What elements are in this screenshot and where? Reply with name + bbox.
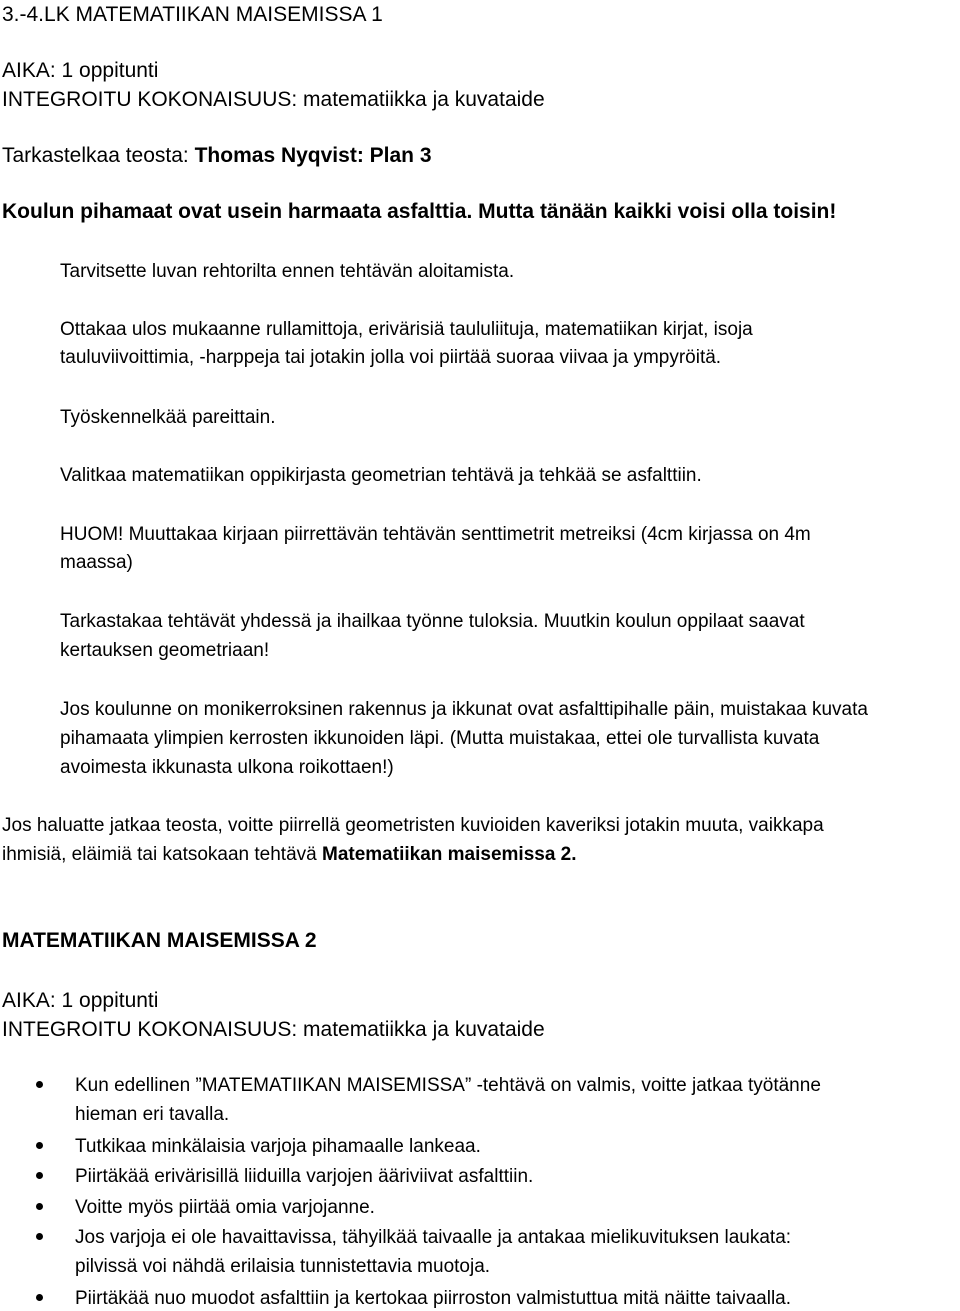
artwork-prefix: Tarkastelkaa teosta: (2, 144, 195, 167)
continue-task-link-text: Matematiikan maisemissa 2. (322, 844, 577, 865)
bullet-1-line-2: hieman eri tavalla. (75, 1104, 230, 1125)
continue-line-2 (2, 845, 577, 864)
bullet-marker (36, 1172, 43, 1179)
bullet-2-line-1: Tutkikaa minkälaisia varjoja pihamaalle lankeaa. (75, 1136, 481, 1157)
review-line-1: Tarkastakaa tehtävät yhdessä ja ihailkaa työnne tuloksia. Muutkin koulun oppilaat saavat (60, 611, 805, 632)
window-line-3: avoimesta ikkunasta ulkona roikottaen!) (60, 757, 394, 778)
window-line-2: pihamaata ylimpien kerrosten ikkunoiden läpi. (Mutta muistakaa, ettei ole turvallista kuvata (60, 728, 820, 749)
bullet-6-line-1: Piirtäkää nuo muodot asfalttiin ja kertokaa piirroston valmistuttua mitä näitte taivaalla. (75, 1288, 792, 1309)
bullet-marker (36, 1081, 43, 1088)
artwork-name: Thomas Nyqvist: Plan 3 (194, 144, 432, 167)
section2-integrated: INTEGROITU KOKONAISUUS: matematiikka ja kuvataide (2, 1018, 545, 1041)
intro-line: Koulun pihamaat ovat usein harmaata asfalttia. Mutta tänään kaikki voisi olla toisin! (2, 200, 837, 223)
bullet-5-line-2: pilvissä voi nähdä erilaisia tunnistettavia muotoja. (75, 1256, 491, 1277)
bullet-marker (36, 1203, 43, 1210)
permission-line: Tarvitsette luvan rehtorilta ennen tehtävän aloitamista. (60, 261, 515, 282)
bullet-1-line-1: Kun edellinen ”MATEMATIIKAN MAISEMISSA” -tehtävä on valmis, voitte jatkaa työtänne (75, 1075, 821, 1096)
bullet-3-line-1: Piirtäkää erivärisillä liiduilla varjojen ääriviivat asfalttiin. (75, 1166, 534, 1187)
note-line-1: HUOM! Muuttakaa kirjaan piirrettävän tehtävän senttimetrit metreiksi (4cm kirjassa on 4m (60, 524, 811, 545)
review-line-2: kertauksen geometriaan! (60, 640, 270, 661)
section1-integrated: INTEGROITU KOKONAISUUS: matematiikka ja kuvataide (2, 88, 545, 111)
continue-line-1: Jos haluatte jatkaa teosta, voitte piirrellä geometristen kuvioiden kaveriksi jotakin muuta, vaikkapa (2, 815, 824, 836)
section1-title: 3.-4.LK MATEMATIIKAN MAISEMISSA 1 (2, 3, 383, 26)
bullet-4-line-1: Voitte myös piirtää omia varjojanne. (75, 1197, 375, 1218)
bullet-marker (36, 1294, 43, 1301)
continue-prefix: ihmisiä, eläimiä tai katsokaan tehtävä (2, 844, 322, 865)
note-line-2: maassa) (60, 552, 133, 573)
bullet-marker (36, 1233, 43, 1240)
section2-title: MATEMATIIKAN MAISEMISSA 2 (2, 929, 317, 952)
artwork-line (2, 145, 432, 166)
bullet-5-line-1: Jos varjoja ei ole havaittavissa, tähyilkää taivaalle ja antakaa mielikuvituksen laukata: (75, 1227, 792, 1248)
window-line-1: Jos koulunne on monikerroksinen rakennus ja ikkunat ovat asfalttipihalle päin, muistakaa kuvata (60, 699, 868, 720)
bullet-marker (36, 1142, 43, 1149)
section2-time: AIKA: 1 oppitunti (2, 989, 159, 1012)
pairs-line: Työskennelkää pareittain. (60, 407, 276, 428)
tools-line-1: Ottakaa ulos mukaanne rullamittoja, erivärisiä taululiituja, matematiikan kirjat, isoja (60, 319, 753, 340)
section1-time: AIKA: 1 oppitunti (2, 59, 159, 82)
choose-line: Valitkaa matematiikan oppikirjasta geometrian tehtävä ja tehkää se asfalttiin. (60, 465, 702, 486)
tools-line-2: tauluviivoittimia, -harppeja tai jotakin jolla voi piirtää suoraa viivaa ja ympyröitä. (60, 347, 722, 368)
